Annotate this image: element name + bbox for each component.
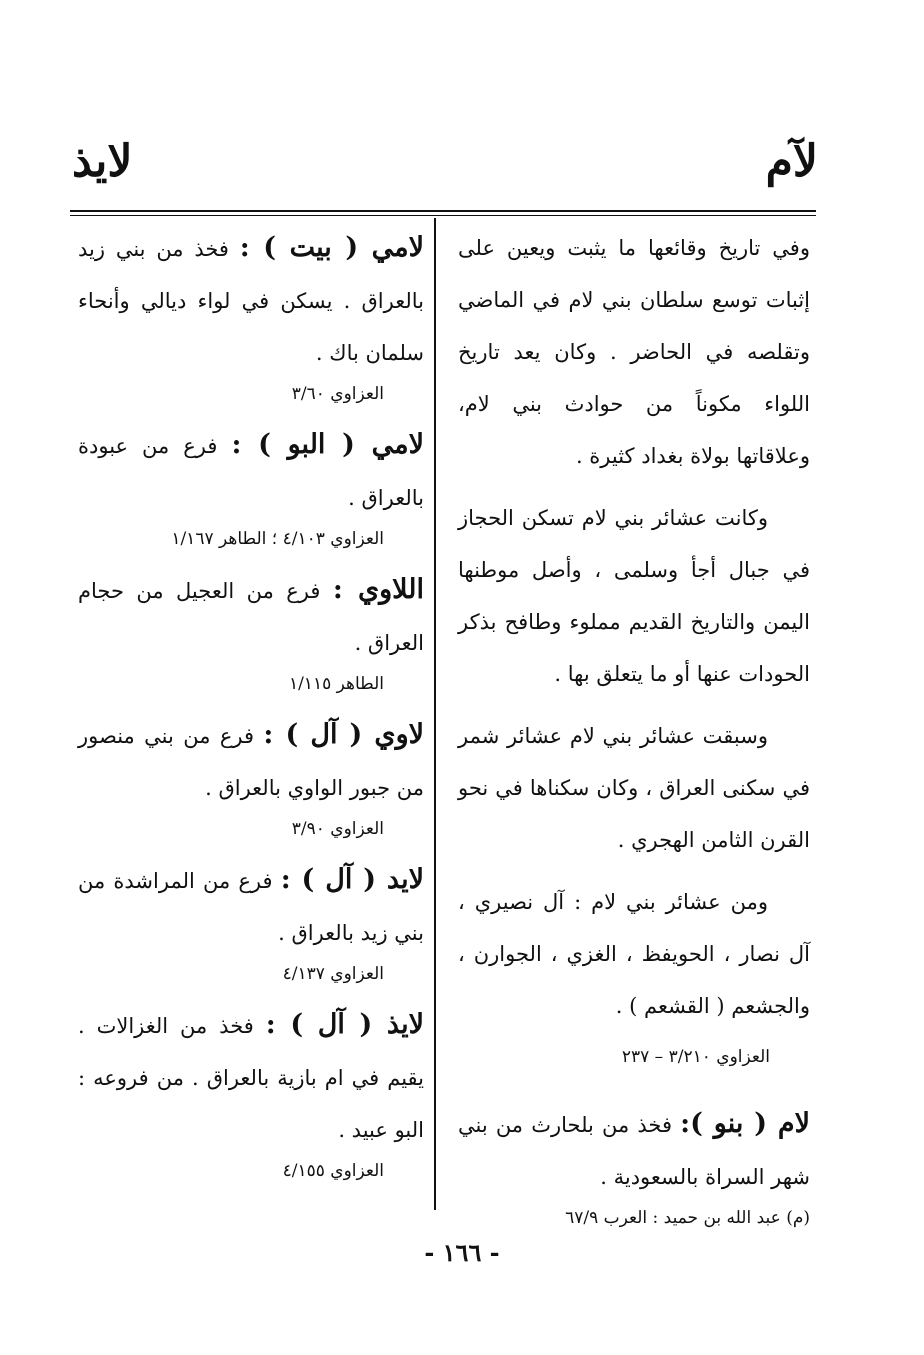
- entry-headword: لامي ( بيت ) :: [239, 232, 424, 263]
- entry-headword: لامي ( البو ) :: [231, 429, 424, 460]
- paragraph: وكانت عشائر بني لام تسكن الحجاز في جبال أجأ وسلمى ، وأصل موطنها اليمن والتاريخ القديم مملوء وطافح بذكر الحودات عنها أو ما يتعلق بها .: [458, 506, 810, 686]
- reference: العزاوي ٣/٦٠: [291, 384, 384, 404]
- entry-body: [78, 709, 424, 814]
- entry-definition: فرع من المراشدة من بني زيد بالعراق .: [78, 869, 424, 945]
- entry-definition: فرع من بني منصور من جبور الواوي بالعراق .: [78, 724, 424, 800]
- entry-definition: فرع من عبودة بالعراق .: [78, 434, 424, 510]
- entry-headword: لايذ ( آل ) :: [265, 1009, 424, 1040]
- entry-definition: فخذ من بلحارث من بني شهر السراة بالسعودية .: [458, 1113, 810, 1189]
- reference: العزاوي ٣/٢١٠ – ٢٣٧: [621, 1047, 770, 1067]
- entry: [78, 999, 424, 1186]
- reference: العزاوي ٣/٩٠: [291, 819, 384, 839]
- reference: الطاهر ١/١١٥: [288, 674, 384, 694]
- reference: العزاوي ٤/١٣٧: [282, 964, 384, 984]
- entry-definition: فخذ من الغزالات . يقيم في ام بازية بالعراق . من فروعه : البو عبيد .: [78, 1014, 424, 1142]
- entry-definition: فرع من العجيل من حجام العراق .: [78, 579, 424, 655]
- paragraph: وفي تاريخ وقائعها ما يثبت ويعين على إثبات توسع سلطان بني لام في الماضي وتقلصه في الحاضر . وكان يعد تاريخ اللواء مكوناً من حوادث بني لام، وعلاقاتها بولاة بغداد كثيرة .: [458, 236, 810, 468]
- running-head-right: لآم: [765, 136, 818, 187]
- entry-headword: لاوي ( آل ) :: [263, 719, 425, 750]
- entry: [78, 564, 424, 699]
- entry-definition: فخذ من بني زيد بالعراق . يسكن في لواء ديالي وأنحاء سلمان باك .: [78, 237, 424, 365]
- entry: [78, 854, 424, 989]
- paragraph: ومن عشائر بني لام : آل نصيري ، آل نصار ، الحويفظ ، الغزي ، الجوارن ، والجشعم ( القشعم ) .: [458, 890, 810, 1018]
- header-rule-thick: [70, 210, 816, 212]
- entry-body: [78, 564, 424, 669]
- page-number: - ١٦٦ -: [424, 1238, 500, 1267]
- entry: [458, 1098, 810, 1203]
- entry-headword: اللاوي :: [332, 574, 424, 605]
- entry-body: [78, 854, 424, 959]
- paragraph: وسبقت عشائر بني لام عشائر شمر في سكنى العراق ، وكان سكناها في نحو القرن الثامن الهجري .: [458, 724, 810, 852]
- entry: [78, 709, 424, 844]
- entry-body: [78, 999, 424, 1156]
- entry-headword: لام ( بنو ):: [680, 1108, 810, 1139]
- entry-body: [78, 222, 424, 379]
- reference: العزاوي ٤/١٠٣ ؛ الطاهر ١/١٦٧: [171, 529, 384, 549]
- running-head-left: لايذ: [72, 136, 133, 187]
- entry-body: [78, 419, 424, 524]
- entry: [78, 222, 424, 409]
- right-column: [458, 222, 810, 1233]
- header-rule-thin: [70, 215, 816, 216]
- reference: العزاوي ٤/١٥٥: [282, 1161, 384, 1181]
- entry: [78, 419, 424, 554]
- entry-body: [458, 1098, 810, 1203]
- footnote: (م) عبد الله بن حميد : العرب ٦٧/٩: [565, 1208, 810, 1228]
- column-separator: [434, 218, 436, 1210]
- left-column: [78, 222, 424, 1196]
- entry-headword: لايد ( آل ) :: [280, 864, 424, 895]
